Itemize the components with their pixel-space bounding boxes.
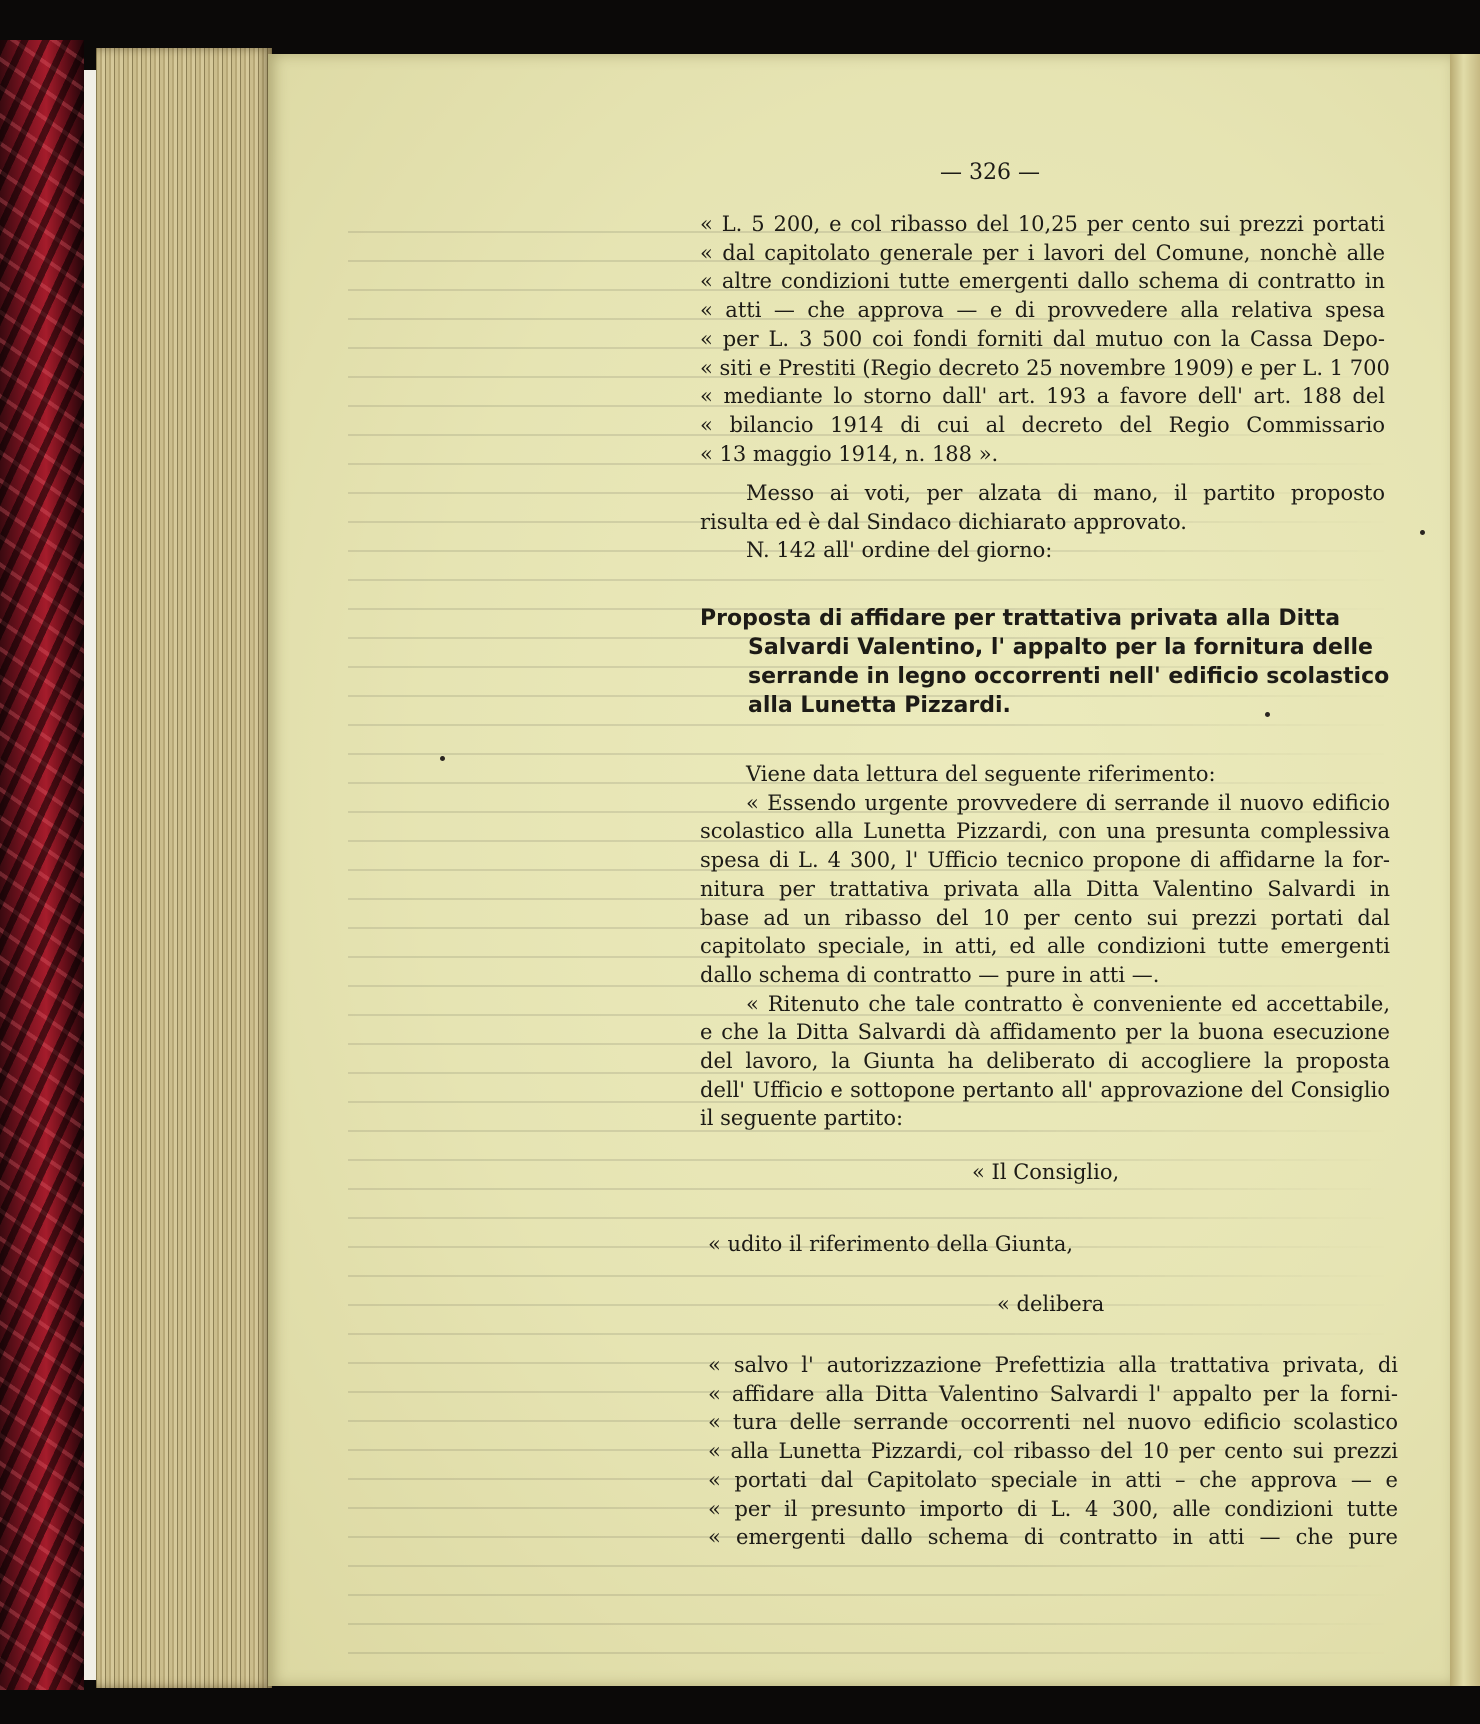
page-edges-stack	[96, 48, 272, 1688]
text-line: « emergenti dallo schema di contratto in atti — che pure	[708, 1525, 1398, 1550]
text-line: « siti e Prestiti (Regio decreto 25 novembre 1909) e per L. 1 700	[700, 355, 1390, 380]
text-line: « per L. 3 500 coi fondi forniti dal mutuo con la Cassa Depo-	[700, 326, 1385, 351]
text-line: « dal capitolato generale per i lavori del Comune, nonchè alle	[700, 240, 1385, 265]
section-heading	[700, 604, 1390, 720]
delibera-line: « delibera	[997, 1292, 1105, 1316]
text-line: « per il presunto importo di L. 4 300, alle condizioni tutte	[708, 1496, 1398, 1521]
text-line: « Essendo urgente provvedere di serrande il nuovo edificio	[746, 790, 1390, 815]
vote-line: Messo ai voti, per alzata di mano, il partito proposto	[746, 481, 1385, 505]
deliberation-block	[708, 1351, 1398, 1552]
next-page-edge	[1450, 54, 1480, 1686]
heading-line: serrande in legno occorrenti nell' edificio scolastico	[748, 664, 1390, 689]
report-body	[700, 760, 1390, 1133]
text-line: « portati dal Capitolato speciale in atti – che approva — e	[708, 1467, 1398, 1492]
vote-line: risulta ed è dal Sindaco dichiarato approvato.	[700, 509, 1187, 534]
text-line: scolastico alla Lunetta Pizzardi, con una presunta complessiva	[700, 819, 1390, 844]
book-cover-edge	[84, 70, 96, 1680]
udito-line: « udito il riferimento della Giunta,	[708, 1232, 1074, 1256]
text-line: dallo schema di contratto — pure in atti —.	[700, 962, 1160, 987]
ink-speck	[1420, 530, 1425, 535]
ink-speck	[1265, 712, 1270, 717]
text-line: « Ritenuto che tale contratto è conveniente ed accettabile,	[746, 991, 1390, 1016]
quoted-resolution-block	[700, 210, 1390, 468]
text-line: « salvo l' autorizzazione Prefettizia alla trattativa privata, di	[708, 1353, 1398, 1377]
vote-paragraph	[700, 479, 1385, 565]
text-line: « bilancio 1914 di cui al decreto del Regio Commissario	[700, 412, 1385, 437]
text-line: « altre condizioni tutte emergenti dallo schema di contratto in	[700, 269, 1385, 294]
text-line: il seguente partito:	[700, 1106, 904, 1131]
text-line: « alla Lunetta Pizzardi, col ribasso del 10 per cento sui prezzi	[708, 1439, 1398, 1464]
order-of-day-line: N. 142 all' ordine del giorno:	[746, 538, 1053, 563]
ink-speck	[440, 756, 445, 761]
marbled-binding	[0, 40, 84, 1690]
consiglio-line: « Il Consiglio,	[972, 1160, 1120, 1184]
text-line: « mediante lo storno dall' art. 193 a favore dell' art. 188 del	[700, 384, 1385, 409]
text-line: nitura per trattativa privata alla Ditta Valentino Salvardi in	[700, 876, 1390, 901]
page-number: — 326 —	[940, 160, 1040, 185]
text-line: « affidare alla Ditta Valentino Salvardi l' appalto per la forni-	[708, 1381, 1398, 1406]
text-line: « L. 5 200, e col ribasso del 10,25 per cento sui prezzi portati	[700, 212, 1385, 236]
text-line: base ad un ribasso del 10 per cento sui prezzi portati dal	[700, 905, 1390, 930]
text-line: capitolato speciale, in atti, ed alle condizioni tutte emergenti	[700, 934, 1390, 959]
text-line: dell' Ufficio e sottopone pertanto all' approvazione del Consiglio	[700, 1077, 1390, 1102]
text-line: e che la Ditta Salvardi dà affidamento per la buona esecuzione	[700, 1020, 1390, 1045]
text-line: spesa di L. 4 300, l' Ufficio tecnico propone di affidarne la for-	[700, 848, 1390, 873]
heading-line: Salvardi Valentino, l' appalto per la fornitura delle	[748, 635, 1373, 660]
heading-line: Proposta di affidare per trattativa privata alla Ditta	[700, 606, 1341, 631]
text-line: del lavoro, la Giunta ha deliberato di accogliere la proposta	[700, 1049, 1390, 1074]
text-line: « atti — che approva — e di provvedere alla relativa spesa	[700, 298, 1385, 323]
text-line: Viene data lettura del seguente riferimento:	[746, 762, 1216, 786]
text-line: « tura delle serrande occorrenti nel nuovo edificio scolastico	[708, 1410, 1398, 1435]
heading-line: alla Lunetta Pizzardi.	[748, 693, 1011, 718]
text-line: « 13 maggio 1914, n. 188 ».	[700, 441, 999, 466]
